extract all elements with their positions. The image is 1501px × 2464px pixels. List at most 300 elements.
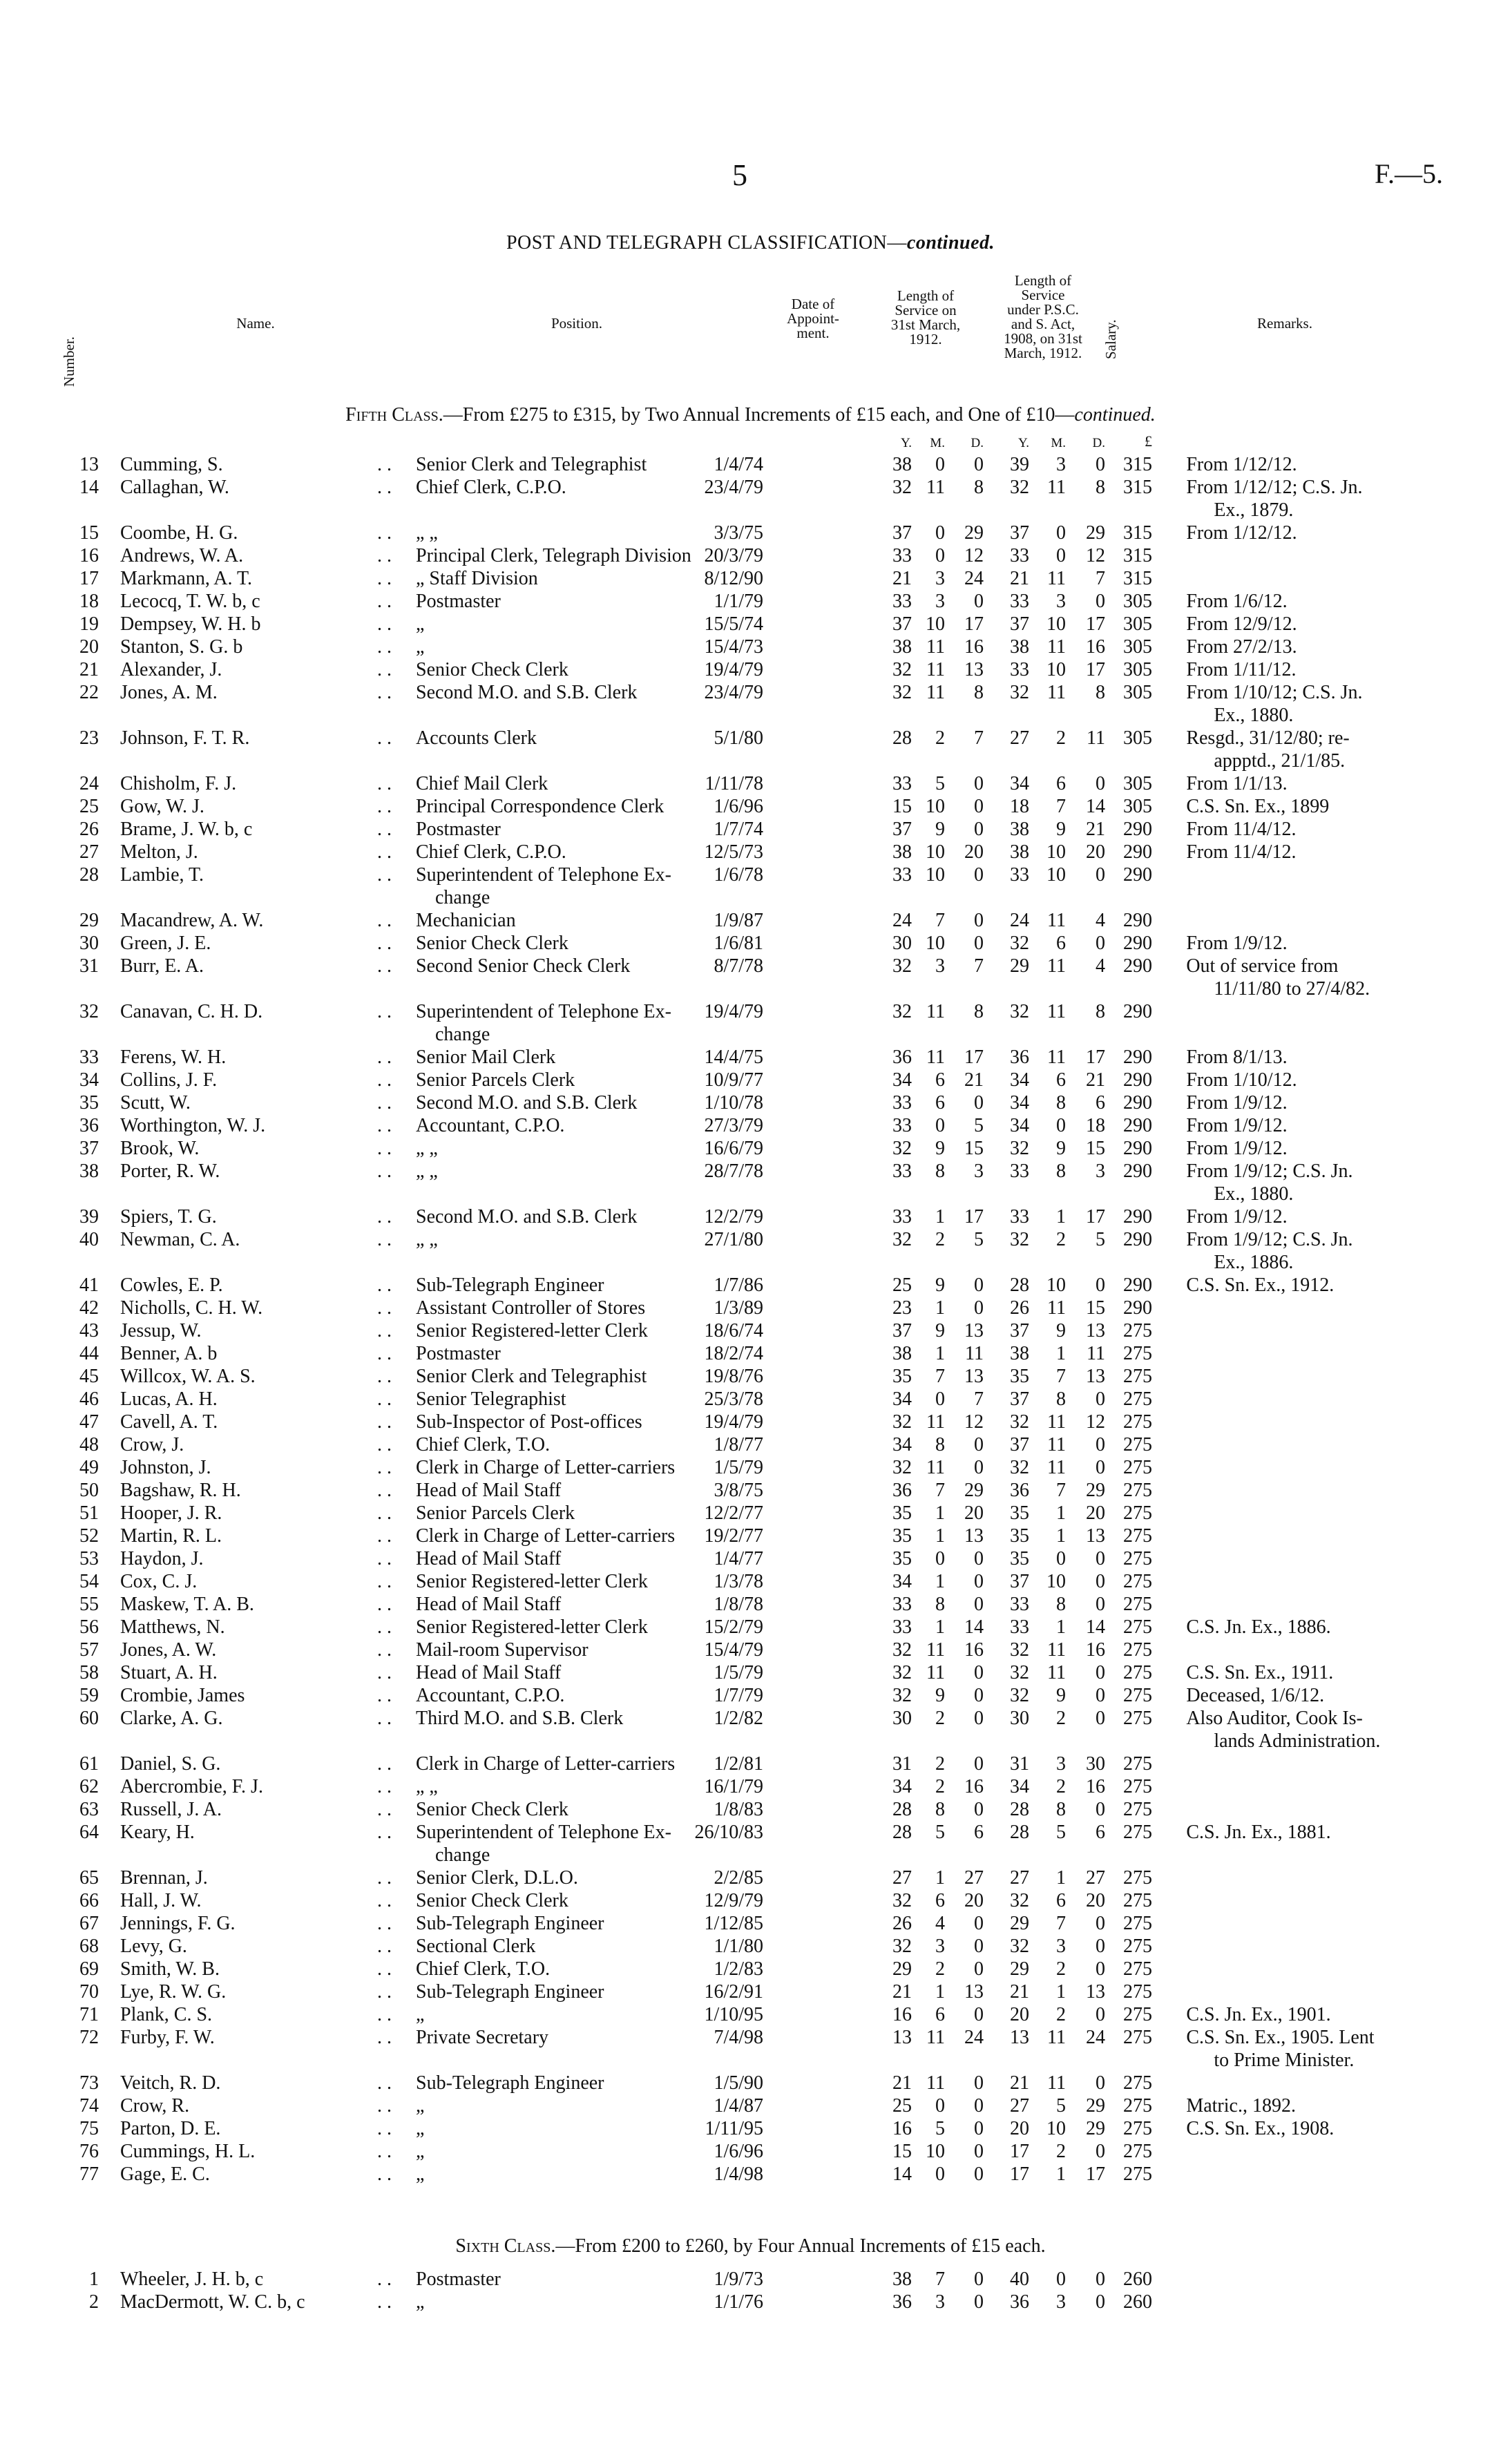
psc-service-days: 0 xyxy=(1096,1685,1105,1706)
psc-service-days: 16 xyxy=(1086,636,1105,658)
service-years: 32 xyxy=(892,1457,912,1478)
employee-name: Plank, C. S. . . xyxy=(120,2003,383,2026)
psc-service-years: 32 xyxy=(1010,1685,1029,1706)
appointment-date: 3/8/75 xyxy=(714,1480,763,1501)
table-row xyxy=(0,1958,1501,1980)
unit-pound: £ xyxy=(1145,432,1152,450)
service-months: 10 xyxy=(926,613,945,635)
table-row xyxy=(0,1547,1501,1570)
service-days: 29 xyxy=(964,1480,984,1501)
appointment-date: 1/6/78 xyxy=(714,864,763,886)
psc-service-days: 13 xyxy=(1086,1981,1105,2003)
row-number: 40 xyxy=(79,1229,99,1250)
salary: 290 xyxy=(1123,1206,1152,1228)
employee-name: Cox, C. J. . . xyxy=(120,1570,383,1593)
service-months: 11 xyxy=(926,636,945,658)
psc-service-years: 28 xyxy=(1010,1822,1029,1843)
psc-service-days: 17 xyxy=(1086,2164,1105,2185)
service-days: 0 xyxy=(974,1571,984,1592)
salary: 260 xyxy=(1123,2269,1152,2290)
row-number: 36 xyxy=(79,1115,99,1136)
table-row xyxy=(0,1639,1501,1661)
row-number: 31 xyxy=(79,955,99,977)
remarks: Deceased, 1/6/12. xyxy=(1186,1685,1325,1706)
appointment-date: 19/4/79 xyxy=(704,659,763,680)
row-number: 16 xyxy=(79,545,99,566)
position: Postmaster xyxy=(416,819,501,840)
sixth-class-table xyxy=(0,2268,1501,2313)
psc-service-days: 12 xyxy=(1086,1411,1105,1433)
table-row xyxy=(0,1388,1501,1411)
psc-service-days: 11 xyxy=(1087,727,1105,749)
salary: 275 xyxy=(1123,1411,1152,1433)
employee-name: Gow, W. J. . . xyxy=(120,795,383,818)
salary: 275 xyxy=(1123,2095,1152,2117)
table-row xyxy=(0,1821,1501,1866)
service-years: 16 xyxy=(892,2004,912,2025)
psc-service-days: 0 xyxy=(1096,773,1105,794)
position: „ „ xyxy=(416,1229,438,1250)
psc-service-days: 12 xyxy=(1086,545,1105,566)
appointment-date: 1/10/78 xyxy=(704,1092,763,1114)
salary: 290 xyxy=(1123,864,1152,886)
table-row xyxy=(0,1980,1501,2003)
row-number: 24 xyxy=(79,773,99,794)
appointment-date: 15/5/74 xyxy=(704,613,763,635)
psc-service-months: 11 xyxy=(1047,1662,1066,1683)
psc-service-years: 32 xyxy=(1010,1936,1029,1957)
remarks: Resgd., 31/12/80; re- appptd., 21/1/85. xyxy=(1186,727,1350,772)
row-number: 76 xyxy=(79,2141,99,2162)
remarks xyxy=(1186,1525,1501,1547)
psc-service-days: 17 xyxy=(1086,659,1105,680)
document-code: F.—5. xyxy=(1375,158,1444,189)
row-number: 43 xyxy=(79,1320,99,1341)
psc-service-years: 37 xyxy=(1010,613,1029,635)
appointment-date: 1/11/78 xyxy=(705,773,763,794)
row-number: 66 xyxy=(79,1890,99,1911)
row-number: 34 xyxy=(79,1069,99,1091)
table-row xyxy=(0,1775,1501,1798)
table-row xyxy=(0,1866,1501,1889)
title-main: POST AND TELEGRAPH CLASSIFICATION— xyxy=(506,232,907,254)
row-number: 75 xyxy=(79,2118,99,2139)
employee-name: Andrews, W. A. . . xyxy=(120,544,383,567)
row-number: 73 xyxy=(79,2072,99,2094)
service-days: 13 xyxy=(964,1366,984,1387)
employee-name: Parton, D. E. . . xyxy=(120,2117,383,2140)
service-years: 33 xyxy=(892,1206,912,1228)
service-years: 34 xyxy=(892,1388,912,1410)
psc-service-days: 17 xyxy=(1086,613,1105,635)
position: „ xyxy=(416,636,425,658)
salary: 275 xyxy=(1123,1571,1152,1592)
service-months: 0 xyxy=(935,1388,945,1410)
psc-service-days: 30 xyxy=(1086,1753,1105,1775)
psc-service-days: 5 xyxy=(1096,1229,1105,1250)
salary: 305 xyxy=(1123,659,1152,680)
psc-service-years: 39 xyxy=(1010,454,1029,475)
employee-name: Veitch, R. D. . . xyxy=(120,2072,383,2094)
table-row xyxy=(0,2163,1501,2186)
psc-service-days: 0 xyxy=(1096,1571,1105,1592)
service-months: 2 xyxy=(935,727,945,749)
appointment-date: 1/7/86 xyxy=(714,1274,763,1296)
salary: 290 xyxy=(1123,1274,1152,1296)
psc-service-years: 37 xyxy=(1010,1388,1029,1410)
psc-service-months: 8 xyxy=(1056,1388,1066,1410)
service-days: 17 xyxy=(964,1047,984,1068)
service-days: 11 xyxy=(965,1343,984,1364)
appointment-date: 12/9/79 xyxy=(704,1890,763,1911)
service-years: 24 xyxy=(892,910,912,931)
remarks: C.S. Jn. Ex., 1881. xyxy=(1186,1822,1331,1843)
service-years: 21 xyxy=(892,2072,912,2094)
service-years: 33 xyxy=(892,1161,912,1182)
service-years: 35 xyxy=(892,1502,912,1524)
sixth-class-heading xyxy=(0,2235,1501,2257)
fifth-class-label: Fifth Class. xyxy=(345,404,443,426)
psc-service-years: 34 xyxy=(1010,773,1029,794)
remarks xyxy=(1186,863,1501,909)
service-days: 12 xyxy=(964,545,984,566)
position: Superintendent of Telephone Ex- change xyxy=(416,1001,671,1045)
service-years: 35 xyxy=(892,1525,912,1547)
psc-service-years: 20 xyxy=(1010,2118,1029,2139)
appointment-date: 5/1/80 xyxy=(714,727,763,749)
remarks xyxy=(1186,1479,1501,1502)
appointment-date: 1/5/90 xyxy=(714,2072,763,2094)
psc-service-years: 17 xyxy=(1010,2164,1029,2185)
psc-service-months: 10 xyxy=(1046,659,1066,680)
table-row xyxy=(0,1046,1501,1069)
service-months: 11 xyxy=(926,1662,945,1683)
service-days: 0 xyxy=(974,1594,984,1615)
row-number: 61 xyxy=(79,1753,99,1775)
psc-service-months: 11 xyxy=(1047,2027,1066,2048)
service-months: 1 xyxy=(935,1525,945,1547)
row-number: 70 xyxy=(79,1981,99,2003)
remarks xyxy=(1186,544,1501,567)
remarks xyxy=(1186,2291,1501,2313)
employee-name: Keary, H. . . xyxy=(120,1821,383,1844)
remarks xyxy=(1186,2268,1501,2291)
service-years: 34 xyxy=(892,1069,912,1091)
row-number: 62 xyxy=(79,1776,99,1797)
employee-name: Jones, A. M. . . xyxy=(120,681,383,704)
appointment-date: 1/8/83 xyxy=(714,1799,763,1820)
psc-service-days: 4 xyxy=(1096,955,1105,977)
psc-service-months: 5 xyxy=(1056,1822,1066,1843)
appointment-date: 1/1/79 xyxy=(714,591,763,612)
psc-service-years: 37 xyxy=(1010,522,1029,544)
service-months: 9 xyxy=(935,1685,945,1706)
psc-service-months: 11 xyxy=(1047,1639,1066,1661)
table-row xyxy=(0,2026,1501,2072)
salary: 275 xyxy=(1123,1480,1152,1501)
service-months: 2 xyxy=(935,1776,945,1797)
position: „ xyxy=(416,2291,425,2313)
employee-name: Gage, E. C. . . xyxy=(120,2163,383,2186)
service-years: 37 xyxy=(892,819,912,840)
service-days: 0 xyxy=(974,1548,984,1569)
row-number: 38 xyxy=(79,1161,99,1182)
service-months: 11 xyxy=(926,1457,945,1478)
service-months: 7 xyxy=(935,1366,945,1387)
remarks xyxy=(1186,1000,1501,1046)
psc-service-days: 0 xyxy=(1096,1958,1105,1980)
service-days: 0 xyxy=(974,1685,984,1706)
remarks: From 11/4/12. xyxy=(1186,819,1297,840)
psc-service-months: 8 xyxy=(1056,1594,1066,1615)
service-years: 28 xyxy=(892,1822,912,1843)
salary: 275 xyxy=(1123,1913,1152,1934)
remarks xyxy=(1186,1889,1501,1912)
row-number: 47 xyxy=(79,1411,99,1433)
service-months: 9 xyxy=(935,1274,945,1296)
column-header-service: Length of Service on 31st March, 1912. xyxy=(890,287,961,347)
row-number: 19 xyxy=(79,613,99,635)
service-days: 0 xyxy=(974,1913,984,1934)
service-months: 11 xyxy=(926,1001,945,1022)
psc-service-days: 0 xyxy=(1096,1799,1105,1820)
service-years: 35 xyxy=(892,1548,912,1569)
service-years: 23 xyxy=(892,1297,912,1319)
table-row xyxy=(0,772,1501,795)
employee-name: Wheeler, J. H. b, c . . xyxy=(120,2268,383,2291)
row-number: 1 xyxy=(89,2269,99,2290)
psc-service-days: 18 xyxy=(1086,1115,1105,1136)
psc-service-months: 11 xyxy=(1047,2072,1066,2094)
appointment-date: 1/6/81 xyxy=(714,933,763,954)
unit-years: Y. xyxy=(1017,436,1029,450)
position: Chief Clerk, C.P.O. xyxy=(416,477,566,498)
remarks: C.S. Jn. Ex., 1901. xyxy=(1186,2004,1331,2025)
row-number: 25 xyxy=(79,796,99,817)
row-number: 22 xyxy=(79,682,99,703)
remarks xyxy=(1186,2072,1501,2094)
psc-service-days: 11 xyxy=(1087,1343,1105,1364)
employee-name: Willcox, W. A. S. . . xyxy=(120,1365,383,1388)
column-header-psc-service: Length of Service under P.S.C. and S. Act, 1908, on 31st March, 1912. xyxy=(1004,272,1082,361)
psc-service-days: 24 xyxy=(1086,2027,1105,2048)
employee-name: Cavell, A. T. . . xyxy=(120,1411,383,1433)
fifth-class-heading xyxy=(0,404,1501,426)
psc-service-months: 1 xyxy=(1056,1867,1066,1889)
service-days: 16 xyxy=(964,1776,984,1797)
psc-service-months: 11 xyxy=(1047,1297,1066,1319)
position: Chief Mail Clerk xyxy=(416,773,548,794)
table-row xyxy=(0,1456,1501,1479)
service-days: 0 xyxy=(974,2269,984,2290)
employee-name: Lye, R. W. G. . . xyxy=(120,1980,383,2003)
psc-service-days: 0 xyxy=(1096,1662,1105,1683)
appointment-date: 26/10/83 xyxy=(694,1822,763,1843)
appointment-date: 28/7/78 xyxy=(704,1161,763,1182)
salary: 315 xyxy=(1123,568,1152,589)
position: Postmaster xyxy=(416,2269,501,2290)
service-days: 0 xyxy=(974,1799,984,1820)
service-days: 15 xyxy=(964,1138,984,1159)
service-months: 3 xyxy=(935,955,945,977)
service-months: 11 xyxy=(926,1411,945,1433)
employee-name: Cumming, S. . . xyxy=(120,453,383,476)
row-number: 64 xyxy=(79,1822,99,1843)
service-years: 32 xyxy=(892,1936,912,1957)
service-years: 37 xyxy=(892,1320,912,1341)
remarks xyxy=(1186,909,1501,932)
table-row xyxy=(0,1433,1501,1456)
position: Clerk in Charge of Letter-carriers xyxy=(416,1525,676,1547)
salary: 275 xyxy=(1123,1616,1152,1638)
psc-service-years: 34 xyxy=(1010,1092,1029,1114)
remarks: From 12/9/12. xyxy=(1186,613,1297,635)
appointment-date: 1/6/96 xyxy=(714,2141,763,2162)
row-number: 72 xyxy=(79,2027,99,2048)
appointment-date: 8/12/90 xyxy=(704,568,763,589)
service-days: 13 xyxy=(964,1981,984,2003)
service-years: 35 xyxy=(892,1366,912,1387)
appointment-date: 19/2/77 xyxy=(704,1525,763,1547)
position: Senior Mail Clerk xyxy=(416,1047,556,1068)
position: Sectional Clerk xyxy=(416,1936,536,1957)
service-days: 0 xyxy=(974,933,984,954)
psc-service-years: 33 xyxy=(1010,1206,1029,1228)
service-months: 6 xyxy=(935,1890,945,1911)
column-header-salary: Salary. xyxy=(1102,319,1119,359)
psc-service-days: 0 xyxy=(1096,2269,1105,2290)
position: Chief Clerk, T.O. xyxy=(416,1958,551,1980)
service-months: 0 xyxy=(935,545,945,566)
employee-name: Worthington, W. J. . . xyxy=(120,1114,383,1137)
salary: 275 xyxy=(1123,1662,1152,1683)
psc-service-days: 0 xyxy=(1096,1708,1105,1729)
appointment-date: 1/2/82 xyxy=(714,1708,763,1729)
row-number: 65 xyxy=(79,1867,99,1889)
salary: 305 xyxy=(1123,613,1152,635)
appointment-date: 15/4/79 xyxy=(704,1639,763,1661)
service-years: 33 xyxy=(892,864,912,886)
service-years: 33 xyxy=(892,1092,912,1114)
service-years: 37 xyxy=(892,613,912,635)
psc-service-years: 32 xyxy=(1010,1662,1029,1683)
position: „ xyxy=(416,2141,425,2162)
employee-name: Daniel, S. G. . . xyxy=(120,1753,383,1775)
table-row xyxy=(0,453,1501,476)
service-days: 16 xyxy=(964,636,984,658)
salary: 305 xyxy=(1123,636,1152,658)
appointment-date: 10/9/77 xyxy=(704,1069,763,1091)
psc-service-days: 21 xyxy=(1086,1069,1105,1091)
salary: 260 xyxy=(1123,2291,1152,2313)
service-years: 21 xyxy=(892,1981,912,2003)
table-row xyxy=(0,1912,1501,1935)
psc-service-days: 0 xyxy=(1096,1594,1105,1615)
employee-name: Alexander, J. . . xyxy=(120,658,383,681)
remarks xyxy=(1186,1775,1501,1798)
service-months: 5 xyxy=(935,1822,945,1843)
employee-name: Dempsey, W. H. b . . xyxy=(120,613,383,636)
salary: 290 xyxy=(1123,1047,1152,1068)
employee-name: Matthews, N. . . xyxy=(120,1616,383,1639)
service-months: 8 xyxy=(935,1799,945,1820)
service-years: 25 xyxy=(892,1274,912,1296)
psc-service-days: 13 xyxy=(1086,1320,1105,1341)
table-row xyxy=(0,2291,1501,2313)
employee-name: Callaghan, W. . . xyxy=(120,476,383,499)
salary: 290 xyxy=(1123,955,1152,977)
position: Clerk in Charge of Letter-carriers xyxy=(416,1457,676,1478)
service-days: 0 xyxy=(974,1092,984,1114)
psc-service-months: 7 xyxy=(1056,1480,1066,1501)
table-row xyxy=(0,1069,1501,1091)
employee-name: Hooper, J. R. . . xyxy=(120,1502,383,1525)
service-days: 0 xyxy=(974,773,984,794)
salary: 290 xyxy=(1123,1138,1152,1159)
psc-service-months: 1 xyxy=(1056,1981,1066,2003)
psc-service-days: 0 xyxy=(1096,591,1105,612)
position: Senior Clerk and Telegraphist xyxy=(416,1366,647,1387)
service-months: 8 xyxy=(935,1161,945,1182)
psc-service-years: 13 xyxy=(1010,2027,1029,2048)
psc-service-years: 33 xyxy=(1010,1594,1029,1615)
psc-service-months: 1 xyxy=(1056,1525,1066,1547)
salary: 275 xyxy=(1123,1708,1152,1729)
appointment-date: 1/1/80 xyxy=(714,1936,763,1957)
appointment-date: 1/4/98 xyxy=(714,2164,763,2185)
service-days: 20 xyxy=(964,841,984,863)
salary: 275 xyxy=(1123,1958,1152,1980)
appointment-date: 19/4/79 xyxy=(704,1411,763,1433)
salary: 315 xyxy=(1123,454,1152,475)
appointment-date: 1/9/87 xyxy=(714,910,763,931)
psc-service-months: 2 xyxy=(1056,1229,1066,1250)
psc-service-months: 8 xyxy=(1056,1799,1066,1820)
psc-service-years: 34 xyxy=(1010,1069,1029,1091)
row-number: 2 xyxy=(89,2291,99,2313)
table-row xyxy=(0,1137,1501,1160)
position: Senior Clerk, D.L.O. xyxy=(416,1867,578,1889)
remarks: From 1/9/12; C.S. Jn. Ex., 1886. xyxy=(1186,1229,1353,1273)
row-number: 18 xyxy=(79,591,99,612)
psc-service-years: 38 xyxy=(1010,819,1029,840)
table-row xyxy=(0,1319,1501,1342)
psc-service-days: 0 xyxy=(1096,454,1105,475)
row-number: 41 xyxy=(79,1274,99,1296)
table-row xyxy=(0,567,1501,590)
salary: 290 xyxy=(1123,1297,1152,1319)
position: Principal Correspondence Clerk xyxy=(416,796,665,817)
psc-service-months: 10 xyxy=(1046,1274,1066,1296)
psc-service-years: 20 xyxy=(1010,2004,1029,2025)
service-days: 0 xyxy=(974,1297,984,1319)
psc-service-years: 32 xyxy=(1010,933,1029,954)
column-header-date: Date of Appoint- ment. xyxy=(787,296,839,341)
table-row xyxy=(0,2003,1501,2026)
remarks: C.S. Sn. Ex., 1899 xyxy=(1186,796,1330,817)
psc-service-years: 33 xyxy=(1010,659,1029,680)
service-months: 1 xyxy=(935,1206,945,1228)
psc-service-months: 6 xyxy=(1056,933,1066,954)
salary: 275 xyxy=(1123,1890,1152,1911)
psc-service-days: 8 xyxy=(1096,477,1105,498)
remarks: C.S. Sn. Ex., 1905. Lent to Prime Minister. xyxy=(1186,2027,1375,2071)
appointment-date: 12/2/77 xyxy=(704,1502,763,1524)
service-months: 8 xyxy=(935,1594,945,1615)
remarks xyxy=(1186,1319,1501,1342)
appointment-date: 18/2/74 xyxy=(704,1343,763,1364)
appointment-date: 1/7/74 xyxy=(714,819,763,840)
